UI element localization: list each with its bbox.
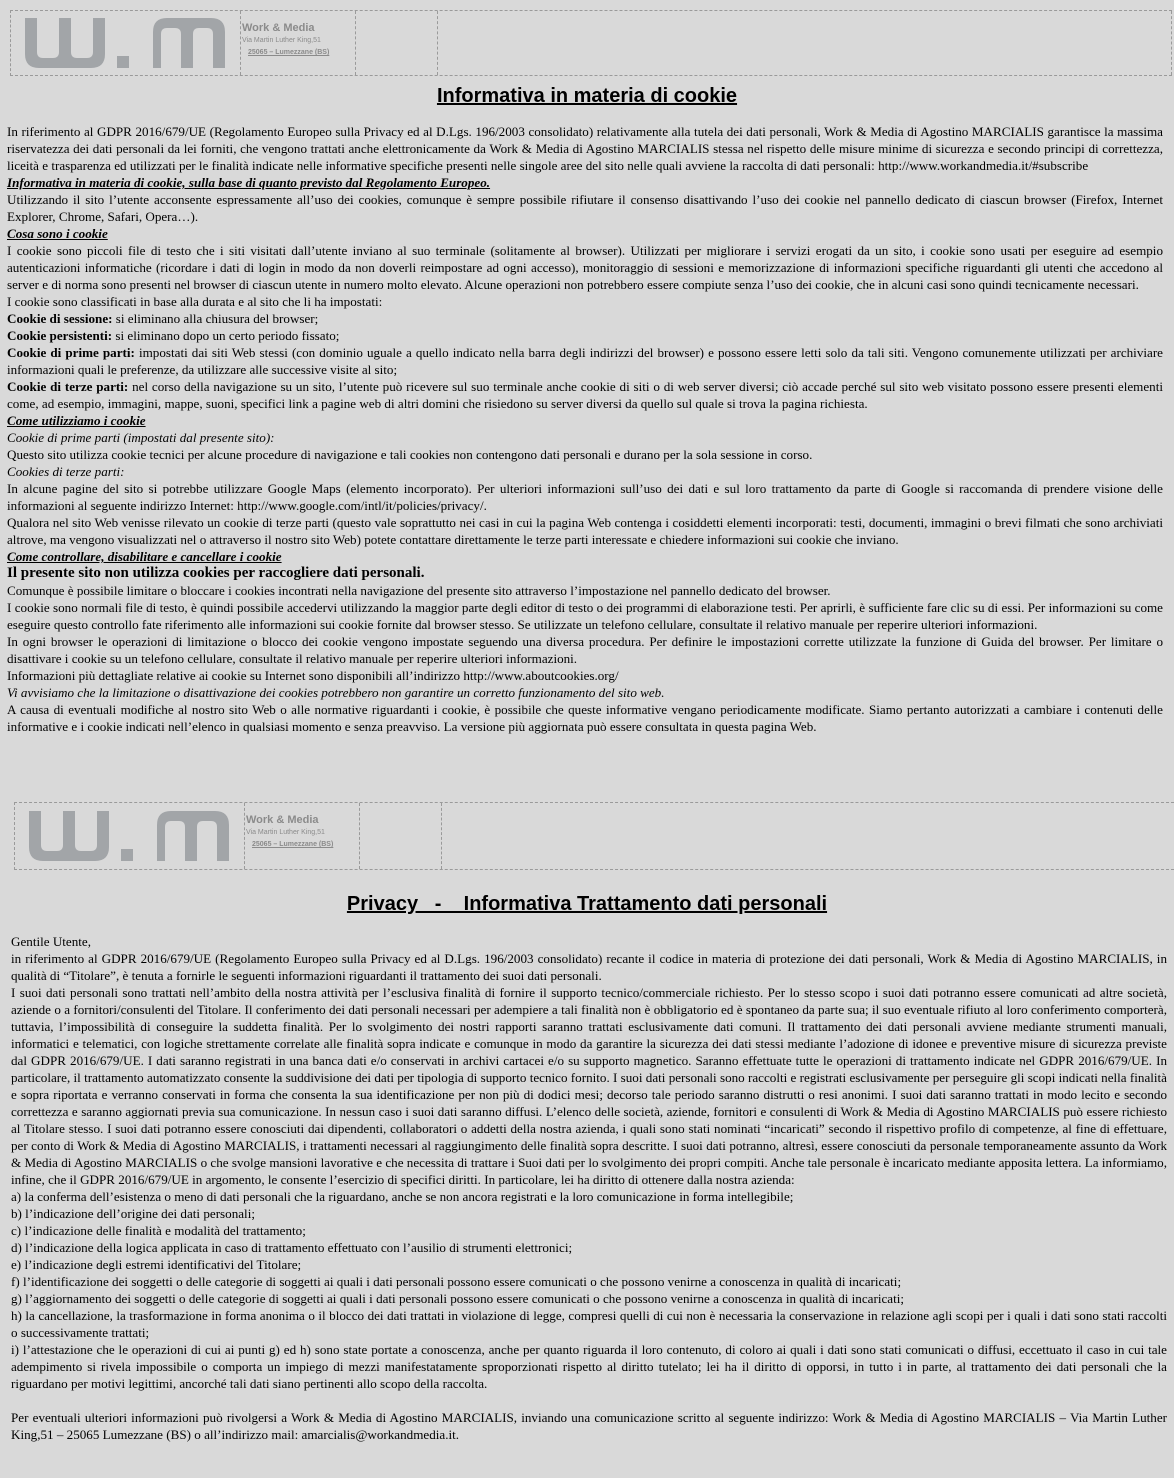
paragraph: Questo sito utilizza cookie tecnici per alcune procedure di navigazione e tali cookies non contengono dati personali e durano per la sola sessione in corso. (7, 447, 813, 462)
privacy-title: Privacy - Informativa Trattamento dati personali (346, 893, 828, 915)
list-item: a) la conferma dell’esistenza o meno di dati personali che la riguardano, anche se non ancora registrati e la loro comunicazione in forma intellegibile; (11, 1189, 794, 1204)
cookie-title: Informativa in materia di cookie (436, 85, 738, 107)
paragraph: in riferimento al GDPR 2016/679/UE (Regolamento Europeo sulla Privacy ed al D.Lgs. 196/2003 consolidato) recante il codice in materia di protezione dei dati personali, Work & Media di Agostino MARCIALIS, in qualità di “Titolare”, è tenuta a fornirle le seguenti informazioni riguardanti il trattamento dei suoi dati personali. (11, 951, 1167, 983)
letterhead-top (10, 10, 1172, 76)
paragraph: In alcune pagine del sito si potrebbe utilizzare Google Maps (elemento incorporato). Per ulteriori informazioni sull’uso dei dati e sul loro trattamento da parte di Google si raccomanda di prendere visione delle informazioni al seguente indirizzo Internet: http://www.google.com/intl/it/policies/privacy/. (7, 481, 1163, 513)
company-street: Via Martin Luther King,51 (242, 37, 321, 44)
wm-logo-icon (25, 807, 235, 865)
list-item: f) l’identificazione dei soggetti o delle categorie di soggetti ai quali i dati personali possono essere comunicati o che possono venirne a conoscenza in qualità di incaricati; (11, 1274, 902, 1289)
subheading: Cookie di prime parti (impostati dal presente sito): (7, 430, 275, 445)
list-item: c) l’indicazione delle finalità e modalità del trattamento; (11, 1223, 306, 1238)
privacy-policy-body (11, 933, 1167, 1443)
company-city: 25065 – Lumezzane (BS) (252, 841, 334, 848)
paragraph: Comunque è possibile limitare o bloccare i cookies incontrati nella navigazione del presente sito attraverso l’impostazione nel pannello dedicato del browser. (7, 583, 831, 598)
list-item: h) la cancellazione, la trasformazione in forma anonima o il blocco dei dati trattati in violazione di legge, compresi quelli di cui non è necessaria la conservazione in relazione agli scopi per i quali i dati sono stati raccolti o successivamente trattati; (11, 1308, 1167, 1340)
bold-statement: Il presente sito non utilizza cookies per raccogliere dati personali. (7, 565, 425, 581)
company-name: Work & Media (242, 22, 315, 34)
section-heading: Informativa in materia di cookie, sulla base di quanto previsto dal Regolamento Europeo. (7, 175, 491, 190)
company-logo (15, 803, 245, 869)
letterhead-privacy (14, 802, 1174, 870)
paragraph: I cookie sono normali file di testo, è quindi possibile accedervi utilizzando la maggior parte degli editor di testo o dei programmi di elaborazione testi. Per aprirli, è sufficiente fare clic su di essi. Per informazioni su come eseguire questo controllo fate riferimento alle informazioni sui cookie fornite dal browser stesso. Se utilizzate un telefono cellulare, consultate il relativo manuale per reperire ulteriori informazioni. (7, 600, 1163, 632)
contact-paragraph: Per eventuali ulteriori informazioni può rivolgersi a Work & Media di Agostino MARCIALIS, inviando una comunicazione scritto al seguente indirizzo: Work & Media di Agostino MARCIALIS – Via Martin Luther King,51 – 25065 Lumezzane (BS) o all’indirizzo mail: amarcialis@workandmedia.it. (11, 1410, 1167, 1442)
paragraph: Utilizzando il sito l’utente acconsente espressamente all’uso dei cookies, comunque è sempre possibile rifiutare il consenso disattivando l’uso dei cookie nel pannello dedicato di ciascun browser (Firefox, Internet Explorer, Chrome, Safari, Opera…). (7, 192, 1163, 224)
paragraph: I cookie sono classificati in base alla durata e al sito che li ha impostati: (7, 294, 383, 309)
cookie-type-session: Cookie di sessione: si eliminano alla chiusura del browser; (7, 311, 319, 326)
company-city: 25065 – Lumezzane (BS) (248, 49, 330, 56)
paragraph: I cookie sono piccoli file di testo che i siti visitati dall’utente inviano al suo terminale (solitamente al browser). Utilizzati per migliorare i servizi erogati da un sito, i cookie sono usati per eseguire ad esempio autenticazioni informatiche (ricordare i dati di login in modo da non doverli reimpostare ad ogni accesso), monitoraggio di sessioni e memorizzazione di informazioni specifiche riguardanti gli utenti che accedono al server e di norma sono presenti nel browser di ciascun utente in numero molto elevato. Alcune operazioni non potrebbero essere compiute senza l’uso dei cookie, che in alcuni casi sono quindi tecnicamente necessari. (7, 243, 1163, 292)
list-item: g) l’aggiornamento dei soggetti o delle categorie di soggetti ai quali i dati personali possono essere comunicati o che possono venirne a conoscenza in qualità di incaricati; (11, 1291, 905, 1306)
cookie-type-third-party: Cookie di terze parti: nel corso della navigazione su un sito, l’utente può ricevere sul suo terminale anche cookie di siti o di web server diversi; ciò accade perché sul sito web visitato possono essere presenti elementi come, ad esempio, immagini, mappe, suoni, specifici link a pagine web di altri domini che risiedono su server diversi da quello sul quale si trova la pagina richiesta. (7, 379, 1163, 411)
cookie-type-persistent: Cookie persistenti: si eliminano dopo un certo periodo fissato; (7, 328, 340, 343)
cookie-type-first-party: Cookie di prime parti: impostati dai siti Web stessi (con dominio uguale a quello indicato nella barra degli indirizzi del browser) e possono essere letti solo da tali siti. Vengono comunemente utilizzati per archiviare informazioni quali le preferenze, da utilizzare alle successive visite al sito; (7, 345, 1163, 377)
paragraph: In ogni browser le operazioni di limitazione o blocco dei cookie vengono impostate seguendo una diversa procedura. Per definire le impostazioni corrette utilizzate la funzione di Guida del browser. Per limitare o disattivare i cookie su un telefono cellulare, consultate il relativo manuale per reperire ulteriori informazioni. (7, 634, 1163, 666)
company-street: Via Martin Luther King,51 (246, 829, 325, 836)
company-name: Work & Media (246, 814, 319, 826)
company-address-block (245, 803, 360, 869)
greeting: Gentile Utente, (11, 934, 91, 949)
paragraph: Qualora nel sito Web venisse rilevato un cookie di terze parti (questo vale soprattutto nei casi in cui la pagina Web contenga i cosiddetti elementi incorporati: testi, documenti, immagini o brevi filmati che sono archiviati altrove, ma vengono visualizzati nel o attraverso il nostro sito Web) potete contattare direttamente le terze parti interessate e chiedere informazioni sui cookie che inviano. (7, 515, 1163, 547)
company-logo (11, 11, 241, 75)
section-heading: Come controllare, disabilitare e cancellare i cookie (7, 549, 282, 564)
list-item: b) l’indicazione dell’origine dei dati personali; (11, 1206, 255, 1221)
paragraph: In riferimento al GDPR 2016/679/UE (Regolamento Europeo sulla Privacy ed al D.Lgs. 196/2003 consolidato) relativamente alla tutela dei dati personali, Work & Media di Agostino MARCIALIS garantisce la massima riservatezza dei dati personali da lei forniti, che vengono trattati anche elettronicamente da Work & Media di Agostino MARCIALIS stessa nel rispetto delle misure minime di sicurezza e secondo principi di correttezza, liceità e trasparenza ed utilizzati per le finalità indicate nelle informative specifiche presenti nelle singole aree del sito nelle quali avviene la raccolta di dati personali: http://www.workandmedia.it/#subscribe (7, 124, 1163, 173)
subheading: Cookies di terze parti: (7, 464, 125, 479)
section-heading: Come utilizziamo i cookie (7, 413, 146, 428)
paragraph: A causa di eventuali modifiche al nostro sito Web o alle normative riguardanti i cookie, è possibile che queste informative vengano periodicamente modificate. Siamo pertanto autorizzati a cambiare i contenuti delle informative e i cookie indicati nell’elenco in qualsiasi momento e senza preavviso. La versione più aggiornata può essere consultata in questa pagina Web. (7, 702, 1163, 734)
paragraph: I suoi dati personali sono trattati nell’ambito della nostra attività per l’esclusiva finalità di fornire il supporto tecnico/commerciale richiesto. Per lo stesso scopo i suoi dati potranno essere comunicati ad altre società, aziende o a fornitori/consulenti del Titolare. Il conferimento dei dati personali necessari per adempiere a tali finalità non è obbligatorio ed è spontaneo da parte sua; il suo eventuale rifiuto al loro conferimento comporterà, tuttavia, l’impossibilità di conseguire la suddetta finalità. Per lo svolgimento dei nostri rapporti saranno trattati esclusivamente dati comuni. Il trattamento dei dati personali avviene mediante strumenti manuali, informatici e telematici, con logiche strettamente correlate alle finalità sopra indicate e comunque in modo da garantire la sicurezza dei dati stessi mediante l’adozione di idonee e preventive misure di sicurezza previste dal GDPR 2016/679/UE. I dati saranno registrati in una banca dati e/o conservati in archivi cartacei e/o su supporto magnetico. Saranno effettuate tutte le operazioni di trattamento indicate nel GDPR 2016/679/UE. In particolare, il trattamento automatizzato consente la suddivisione dei dati per tipologia di supporto tecnico fornito. I suoi dati personali sono raccolti e registrati esclusivamente per perseguire gli scopi indicati nella finalità e sopra riportata e verranno conservati in forma che consenta la sua identificazione per non più di dodici mesi; decorso tale periodo saranno distrutti o resi anonimi. I suoi dati saranno trattati in modo lecito e secondo correttezza e saranno aggiornati previa sua comunicazione. In nessun caso i suoi dati saranno diffusi. L’elenco delle società, aziende, fornitori e consulenti di Work & Media di Agostino MARCIALIS può essere richiesto al Titolare stesso. I suoi dati potranno essere conosciuti dai dipendenti, collaboratori o addetti della nostra azienda, i quali sono stati nominati “incaricati” secondo il rispettivo profilo di competenze, al fine di effettuare, per conto di Work & Media di Agostino MARCIALIS, i trattamenti necessari al raggiungimento delle finalità sopra descritte. I suoi dati potranno, altresì, essere conosciuti da personale temporaneamente assunto da Work & Media di Agostino MARCIALIS o che svolge mansioni lavorative e che necessita di trattare i Suoi dati per lo svolgimento dei propri compiti. Anche tale personale è incaricato mediante apposita lettera. La informiamo, infine, che il GDPR 2016/679/UE in argomento, le consente l’esercizio di specifici diritti. In particolare, lei ha diritto di ottenere dalla nostra azienda: (11, 985, 1167, 1187)
notice: Vi avvisiamo che la limitazione o disattivazione dei cookies potrebbero non garantire un corretto funzionamento del sito web. (7, 685, 665, 700)
list-item: e) l’indicazione degli estremi identificativi del Titolare; (11, 1257, 302, 1272)
company-address-block (241, 11, 356, 75)
wm-logo-icon (21, 14, 231, 72)
paragraph: Informazioni più dettagliate relative ai cookie su Internet sono disponibili all’indirizzo http://www.aboutcookies.org/ (7, 668, 619, 683)
list-item: i) l’attestazione che le operazioni di cui ai punti g) ed h) sono state portate a conoscenza, anche per quanto riguarda il loro contenuto, di coloro ai quali i dati sono stati comunicati o diffusi, eccettuato il caso in cui tale adempimento si rivela impossibile o comporta un impiego di mezzi manifestatamente sproporzionati rispetto al diritto tutelato; lei ha il diritto di opporsi, in tutto i in parte, al trattamento dei dati personali che la riguardano per motivi legittimi, ancorché tali dati siano pertinenti allo scopo della raccolta. (11, 1342, 1167, 1391)
cookie-policy-body (7, 123, 1163, 735)
list-item: d) l’indicazione della logica applicata in caso di trattamento effettuato con l’ausilio di strumenti elettronici; (11, 1240, 573, 1255)
section-heading: Cosa sono i cookie (7, 226, 108, 241)
